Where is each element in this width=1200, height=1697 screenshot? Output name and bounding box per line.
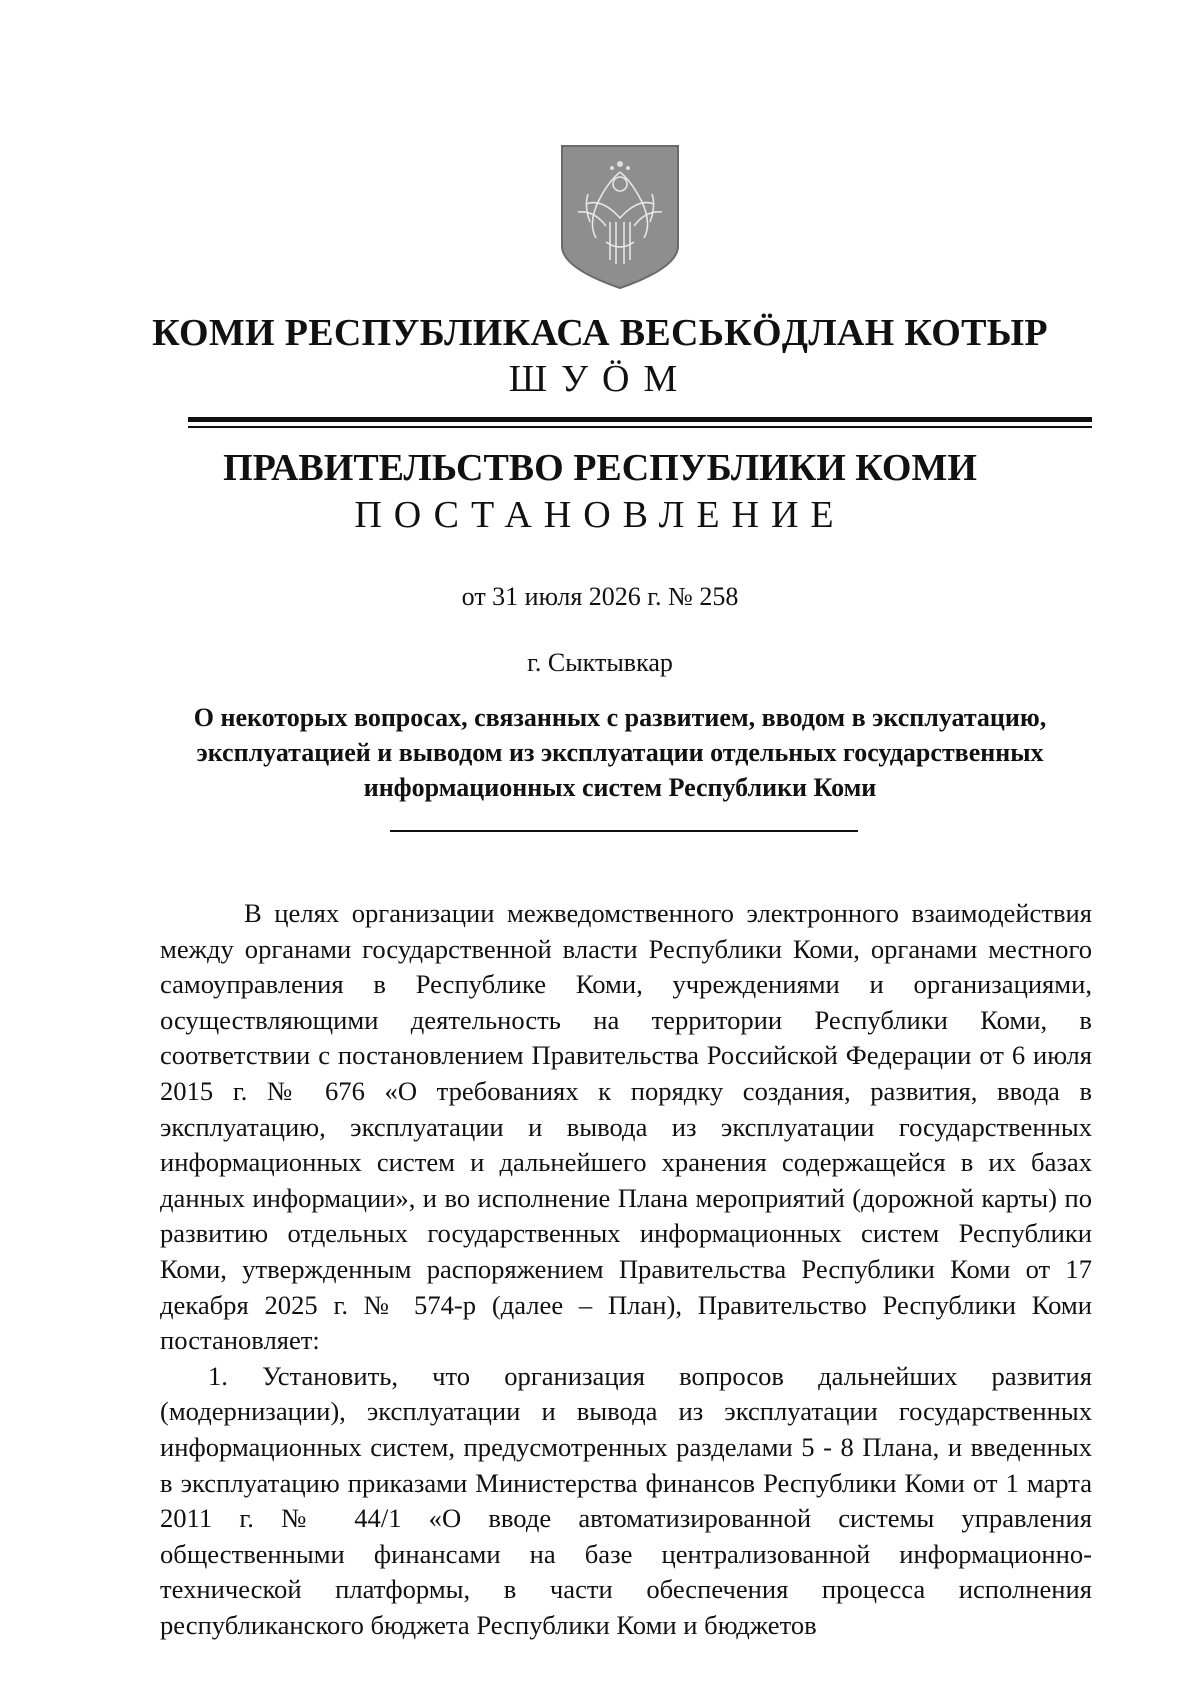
header-komi-title: КОМИ РЕСПУБЛИКАСА ВЕСЬКӦДЛАН КОТЫР — [152, 312, 1048, 354]
komi-coat-of-arms-icon — [558, 142, 682, 290]
item-1-paragraph: 1. Установить, что организация вопросов дальнейших развития (модернизации), эксплуатации и вывода из эксплуатации государственных информационных систем, предусмотренных разделами 5 - 8 Плана, и введенных в эксплуатацию приказами Министерства финансов Республики Коми от 1 марта 2011 г. № 44/1 «О вводе автоматизированной системы управления общественными финансами на базе централизованной информационно-технической платформы, в части обеспечения процесса исполнения республиканского бюджета Республики Коми и бюджетов — [160, 1360, 1092, 1640]
city: г. Сыктывкар — [527, 648, 673, 677]
body-text — [160, 896, 1092, 1643]
document-title: О некоторых вопросах, связанных с развитием, вводом в эксплуатацию, эксплуатацией и выводом из эксплуатации отдельных государственных информационных систем Республики Коми — [193, 703, 1047, 802]
preamble-paragraph: В целях организации межведомственного электронного взаимодействия между органами государственной власти Республики Коми, органами местного самоуправления в Республике Коми, учреждениями и организациями, осуществляющими деятельность на территории Республики Коми, в соответствии с постановлением Правительства Российской Федерации от 6 июля 2015 г. № 676 «О требованиях к порядку создания, развития, ввода в эксплуатацию, эксплуатации и вывода из эксплуатации государственных информационных систем и дальнейшего хранения содержащейся в их базах данных информации», и во исполнение Плана мероприятий (дорожной карты) по развитию отдельных государственных информационных систем Республики Коми, утвержденным распоряжением Правительства Республики Коми от 17 декабря 2025 г. № 574-р (далее – План), Правительство Республики Коми постановляет: — [160, 898, 1092, 1356]
double-rule-thin — [188, 426, 1092, 428]
title-underline — [390, 830, 858, 832]
dateline: от 31 июля 2026 г. № 258 — [461, 582, 739, 611]
header-komi-subtitle: ШУӦМ — [508, 358, 692, 400]
double-rule-thick — [188, 417, 1092, 422]
header-ru-subtitle: ПОСТАНОВЛЕНИЕ — [354, 494, 846, 536]
header-ru-title: ПРАВИТЕЛЬСТВО РЕСПУБЛИКИ КОМИ — [223, 447, 977, 489]
